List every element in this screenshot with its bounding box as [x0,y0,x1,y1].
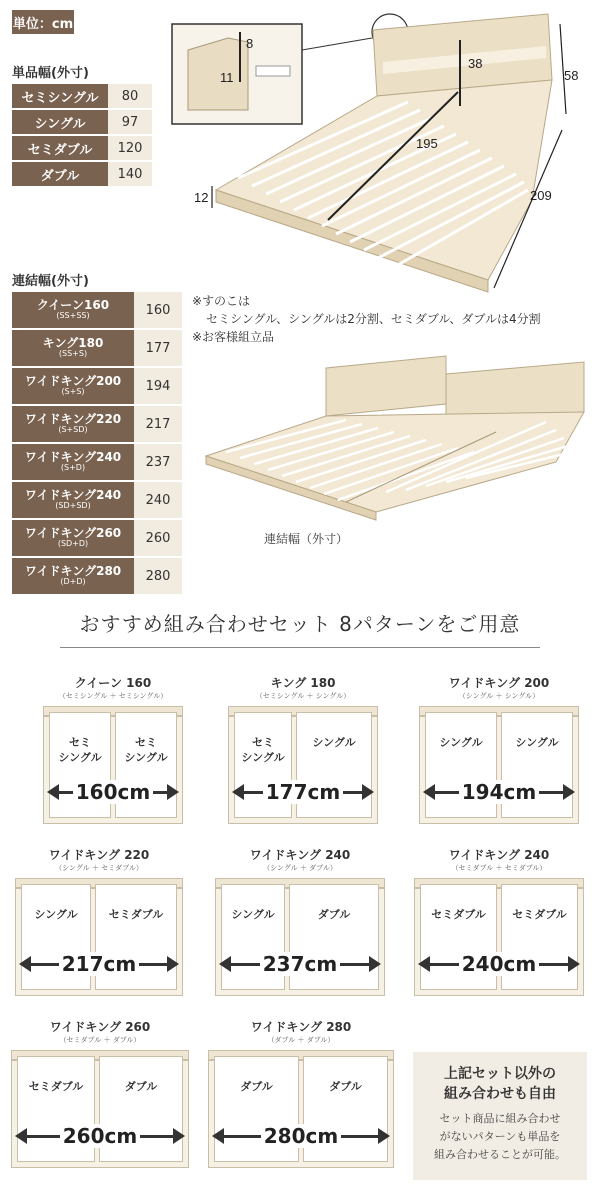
dim-base-height: 12 [194,190,209,205]
combo-width: 194cm [459,780,539,804]
combo-card [414,848,584,996]
combo-subtitle: （セミダブル ＋ ダブル） [59,1036,141,1044]
combo-card [10,1020,190,1168]
size-value: 140 [108,162,152,186]
joined-value: 240 [134,482,182,518]
single-width-label: 単品幅(外寸) [12,66,89,81]
combo-card [215,848,385,996]
inset-dim-a: 8 [246,36,254,51]
combo-title: キング 180 [270,676,336,690]
combo-frame [15,878,183,996]
extra-info-box [413,1052,587,1180]
combo-title: ワイドキング 280 [250,1020,352,1034]
dim-length: 209 [530,188,552,203]
combo-title: ワイドキング 240 [249,848,351,862]
combo-subtitle: （シングル ＋ セミダブル） [55,864,143,872]
combo-frame [208,1050,394,1168]
combo-subtitle: （ダブル ＋ ダブル） [267,1036,335,1044]
width-arrow [232,780,374,804]
combo-left-mattress: セミ シングル [234,712,292,818]
combo-frame [228,706,378,824]
combo-left-mattress: シングル [425,712,497,818]
combo-right-mattress: シングル [296,712,372,818]
combo-card [14,848,184,996]
headline-wrap [0,608,600,648]
table-row [12,162,152,186]
combo-left-mattress: シングル [21,884,91,990]
table-row [12,558,182,594]
combo-width: 280cm [261,1124,341,1148]
combo-right-mattress: ダブル [303,1056,388,1162]
combo-right-mattress: シングル [501,712,573,818]
combo-title: ワイドキング 240 [448,848,550,862]
size-name: セミシングル [12,84,108,108]
width-arrow [212,1124,390,1148]
dim-inner-length: 195 [416,136,438,151]
combo-subtitle: （シングル ＋ シングル） [458,692,540,700]
joined-value: 280 [134,558,182,594]
slat-note: ※すのこは セミシングル、シングルは2分割、セミダブル、ダブルは4分割 ※お客様組立品 [192,294,541,344]
combo-right-mattress: セミダブル [95,884,177,990]
combo-right-mattress: ダブル [99,1056,183,1162]
width-arrow [219,952,381,976]
combo-frame [419,706,579,824]
table-row [12,292,182,328]
size-name: シングル [12,110,108,134]
combo-width: 217cm [59,952,139,976]
size-value: 120 [108,136,152,160]
combo-width: 160cm [73,780,153,804]
combo-frame [215,878,385,996]
single-width-table [12,84,152,188]
width-arrow [47,780,179,804]
combo-title: ワイドキング 200 [448,676,550,690]
table-row [12,406,182,442]
extra-text: セット商品に組み合わせ がないパターンも単品を 組み合わせることが可能。 [434,1112,566,1161]
joined-name: ワイドキング240 (S+D) [12,444,134,480]
joined-bed-drawing [196,352,590,522]
size-value: 80 [108,84,152,108]
joined-name: ワイドキング220 (S+SD) [12,406,134,442]
bed-dimension-drawing [168,10,588,300]
combo-width: 177cm [263,780,343,804]
size-name: ダブル [12,162,108,186]
joined-value: 160 [134,292,182,328]
combo-left-mattress: セミダブル [17,1056,95,1162]
joined-value: 177 [134,330,182,366]
joined-width-label: 連結幅(外寸) [12,274,89,289]
headline: おすすめ組み合わせセット 8パターンをご用意 [60,608,541,648]
combo-width: 240cm [459,952,539,976]
table-row [12,482,182,518]
combo-card [218,676,388,824]
combo-title: ワイドキング 260 [49,1020,151,1034]
inset-outlet [256,66,290,76]
table-row [12,368,182,404]
table-row [12,330,182,366]
joined-name: クイーン160 (SS+SS) [12,292,134,328]
combo-subtitle: （セミダブル ＋ セミダブル） [451,864,547,872]
width-arrow [418,952,580,976]
joined-value: 260 [134,520,182,556]
joined-name: ワイドキング260 (SD+D) [12,520,134,556]
dim-headboard-depth: 38 [468,56,483,71]
combo-right-mattress: セミ シングル [115,712,177,818]
combo-left-mattress: ダブル [214,1056,299,1162]
combo-frame [414,878,584,996]
combo-right-mattress: ダブル [289,884,379,990]
combo-subtitle: （セミシングル ＋ シングル） [255,692,351,700]
table-row [12,110,152,134]
joined-name: ワイドキング200 (S+S) [12,368,134,404]
combo-card [206,1020,396,1168]
combo-card [414,676,584,824]
combo-title: ワイドキング 220 [48,848,150,862]
extra-title: 上記セット以外の 組み合わせも自由 [444,1066,556,1102]
combo-title: クイーン 160 [74,676,152,690]
table-row [12,444,182,480]
inset-dim-b: 11 [220,70,234,85]
combo-card [28,676,198,824]
table-row [12,84,152,108]
joined-name: ワイドキング280 (D+D) [12,558,134,594]
joined-width-caption: 連結幅（外寸） [264,532,349,546]
joined-width-table [12,292,182,596]
combo-width: 260cm [60,1124,140,1148]
width-arrow [15,1124,185,1148]
dim-height: 58 [564,68,579,83]
joined-value: 217 [134,406,182,442]
combo-left-mattress: セミダブル [420,884,497,990]
size-name: セミダブル [12,136,108,160]
joined-value: 194 [134,368,182,404]
combo-frame [11,1050,189,1168]
combo-subtitle: （セミシングル ＋ セミシングル） [58,692,168,700]
width-arrow [19,952,179,976]
combo-subtitle: （シングル ＋ ダブル） [263,864,337,872]
unit-badge: 単位：cm [12,10,74,34]
size-value: 97 [108,110,152,134]
table-row [12,520,182,556]
table-row [12,136,152,160]
combo-right-mattress: セミダブル [501,884,578,990]
joined-value: 237 [134,444,182,480]
headboard-left [326,356,446,416]
combo-left-mattress: セミ シングル [49,712,111,818]
combo-width: 237cm [260,952,340,976]
joined-name: キング180 (SS+S) [12,330,134,366]
combo-left-mattress: シングル [221,884,285,990]
combo-frame [43,706,183,824]
width-arrow [423,780,575,804]
joined-name: ワイドキング240 (SD+SD) [12,482,134,518]
